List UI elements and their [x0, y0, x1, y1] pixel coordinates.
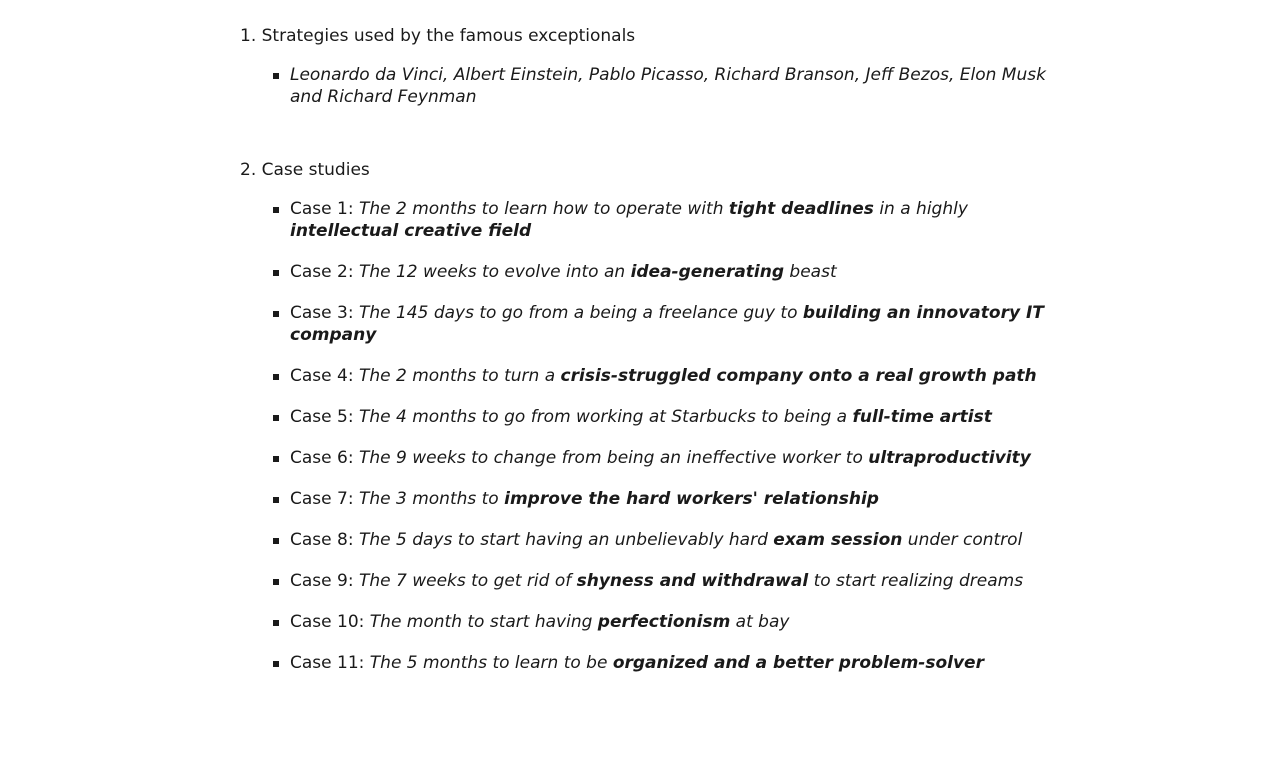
strategies-section: [240, 24, 1060, 108]
case-text: The 2 months to learn how to operate with: [358, 199, 729, 219]
case-highlight: tight deadlines: [728, 199, 874, 219]
case-label: Case 8:: [290, 530, 359, 550]
document-content: [240, 24, 1060, 693]
case-item-5: [290, 406, 1060, 428]
case-text: The 3 months to: [358, 489, 505, 509]
case-item-11: [290, 652, 1060, 674]
case-text: to start realizing dreams: [808, 571, 1024, 591]
case-text: The 5 days to start having an unbelievably hard: [358, 530, 774, 550]
case-label: Case 9:: [290, 571, 359, 591]
case-label: Case 10:: [290, 612, 370, 632]
case-studies-list: [240, 198, 1060, 674]
case-studies-section: [240, 158, 1060, 674]
case-highlight: ultraproductivity: [868, 448, 1031, 468]
case-text: in a highly: [873, 199, 968, 219]
famous-people-text: Leonardo da Vinci, Albert Einstein, Pablo Picasso, Richard Branson, Jeff Bezos, Elon Musk and Richard Feynman: [290, 65, 1046, 107]
case-highlight: crisis-struggled company onto a real growth path: [560, 366, 1037, 386]
case-label: Case 6:: [290, 448, 359, 468]
case-item-10: [290, 611, 1060, 633]
case-highlight: shyness and withdrawal: [576, 571, 809, 591]
case-text: The 9 weeks to change from being an ineffective worker to: [358, 448, 869, 468]
case-item-3: [290, 302, 1060, 346]
case-highlight: building an innovatory IT company: [290, 303, 1044, 345]
case-label: Case 7:: [290, 489, 359, 509]
list-item: [290, 64, 1060, 108]
case-text: under control: [902, 530, 1023, 550]
case-label: Case 5:: [290, 407, 359, 427]
case-item-6: [290, 447, 1060, 469]
case-item-1: [290, 198, 1060, 242]
case-highlight: full-time artist: [852, 407, 992, 427]
case-text: The 2 months to turn a: [358, 366, 561, 386]
case-label: Case 1:: [290, 199, 359, 219]
case-item-2: [290, 261, 1060, 283]
strategies-list: [240, 64, 1060, 108]
case-text: The 5 months to learn to be: [369, 653, 613, 673]
case-highlight: intellectual creative field: [290, 221, 532, 241]
case-item-7: [290, 488, 1060, 510]
case-highlight: organized and a better problem-solver: [612, 653, 984, 673]
case-text: The 145 days to go from a being a freelance guy to: [358, 303, 803, 323]
case-text: The month to start having: [369, 612, 598, 632]
case-studies-heading: 2. Case studies: [240, 160, 370, 180]
case-highlight: improve the hard workers' relationship: [504, 489, 879, 509]
case-highlight: idea-generating: [630, 262, 785, 282]
case-text: The 12 weeks to evolve into an: [358, 262, 631, 282]
case-text: at bay: [730, 612, 790, 632]
case-item-4: [290, 365, 1060, 387]
case-text: The 4 months to go from working at Starbucks to being a: [358, 407, 853, 427]
case-highlight: perfectionism: [597, 612, 731, 632]
case-item-9: [290, 570, 1060, 592]
case-item-8: [290, 529, 1060, 551]
strategies-heading: 1. Strategies used by the famous exceptionals: [240, 26, 636, 46]
case-label: Case 4:: [290, 366, 359, 386]
case-label: Case 2:: [290, 262, 359, 282]
case-label: Case 11:: [290, 653, 370, 673]
case-text: The 7 weeks to get rid of: [358, 571, 577, 591]
case-text: beast: [784, 262, 837, 282]
case-highlight: exam session: [773, 530, 903, 550]
case-label: Case 3:: [290, 303, 359, 323]
